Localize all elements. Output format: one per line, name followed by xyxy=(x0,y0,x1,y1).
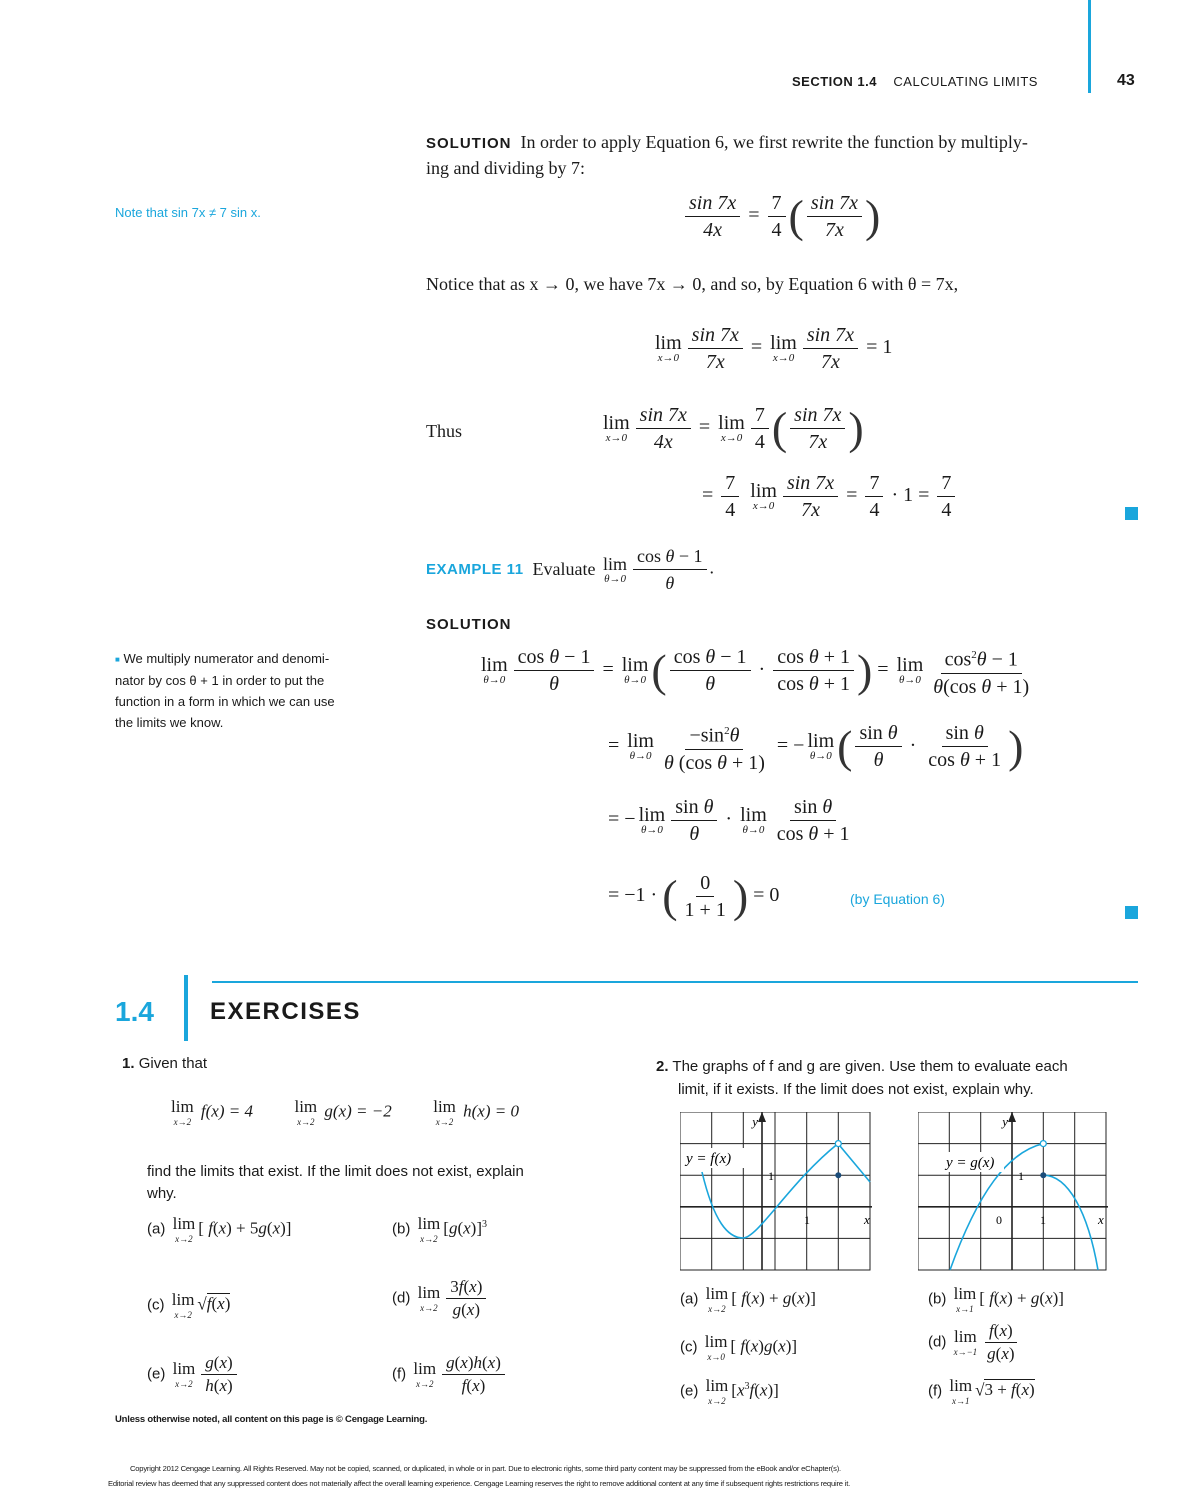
graph-f-y-label: y xyxy=(752,1114,758,1129)
ex2-e-label: (e) xyxy=(680,1382,699,1400)
ex2-line-1: The graphs of f and g are given. Use them to evaluate each xyxy=(672,1058,1068,1075)
ex2-text xyxy=(656,1055,1068,1101)
ex2-f-label: (f) xyxy=(928,1382,943,1400)
content-notice: Unless otherwise noted, all content on this page is © Cengage Learning. xyxy=(115,1414,428,1425)
graph-g xyxy=(918,1112,1110,1277)
note-line-3: function in a form in which we can use xyxy=(115,694,335,710)
ex1-a-label: (a) xyxy=(147,1220,166,1238)
solution1-line-a: In order to apply Equation 6, we first rewrite the function by multiply- xyxy=(520,132,1028,152)
ex2-line-2: limit, if it exists. If the limit does not exist, explain why. xyxy=(678,1081,1034,1098)
ex1-part-e: (e) lim x→2 $\frac{g(x)}{h(x)}$ xyxy=(147,1352,240,1397)
running-header xyxy=(792,74,1038,89)
given-g: g(x) = −2 xyxy=(324,1101,392,1121)
graph-g-open-dot xyxy=(1040,1141,1046,1147)
ex1-b-label: (b) xyxy=(392,1220,411,1238)
graph-g-y-label: y xyxy=(1002,1114,1008,1129)
ex2-b-label: (b) xyxy=(928,1290,947,1308)
section-label: SECTION 1.4 xyxy=(792,74,877,89)
ex1-part-c: (c) lim x→2 √f(x) xyxy=(147,1290,231,1320)
margin-note-sin: Note that sin 7x ≠ 7 sin x. xyxy=(115,205,261,220)
ex1-part-a: (a) lim x→2 [ f(x) + 5g(x)] xyxy=(147,1214,292,1244)
graph-f-x-label: x xyxy=(864,1212,870,1227)
ex2-part-e: (e) lim x→2 $[x^3f(x)]$ xyxy=(680,1376,779,1406)
given-f: f(x) = 4 xyxy=(200,1101,253,1121)
graph-g-curve-right xyxy=(1043,1175,1098,1270)
thus-label: Thus xyxy=(426,421,462,441)
header-rule xyxy=(1088,0,1091,93)
ex1-number: 1. xyxy=(122,1055,135,1072)
exercises-title: EXERCISES xyxy=(210,998,361,1025)
copyright-line-2: Editorial review has deemed that any suppressed content does not materially affect the overall learning experience. Cengage Learning reserves the right to remove additional content at any time if subsequent rights restrictions require it. xyxy=(108,1479,851,1488)
equation-rewrite: $\frac{\sin 7x}{4x}$ = $\frac{7}{4}$ ( $\frac{\sin 7x}{7x}$ ) xyxy=(682,190,880,243)
page-number: 43 xyxy=(1117,72,1135,89)
example11-label: EXAMPLE 11 xyxy=(426,561,524,578)
graph-f xyxy=(680,1112,872,1277)
notice-text: Notice that as x → 0, we have 7x → 0, and so, by Equation 6 with θ = 7x, xyxy=(426,274,959,294)
note-line-2: nator by cos θ + 1 in order to put the xyxy=(115,673,325,689)
graph-f-closed-dot xyxy=(835,1172,841,1178)
ex2-part-c: (c) lim x→0 [ f(x)g(x)] xyxy=(680,1332,798,1362)
ex1-instruction-line-2: why. xyxy=(147,1185,177,1202)
equation-ex11-2: = lim θ→0 $\frac{-\sin^2\theta}{\text{θ (cos θ + 1)}}$ = − lim θ→0 ( $\frac{\text{sin θ}}{\theta}$ · $\frac{\text{sin θ}}{\text{cos θ + 1}}$ ) xyxy=(608,718,1023,776)
ex1-part-b: (b) lim x→2 $[g(x)]^3$ xyxy=(392,1214,487,1244)
end-of-solution-mark xyxy=(1125,507,1138,520)
graph-g-svg xyxy=(918,1112,1110,1272)
graph-g-x-tick: 1 xyxy=(1040,1213,1046,1227)
section-title: CALCULATING LIMITS xyxy=(893,74,1038,89)
by-equation-note: (by Equation 6) xyxy=(850,891,945,907)
equation-thus-1: lim x→0 $\frac{\sin 7x}{4x}$ = lim x→0 $\frac{7}{4}$ ( $\frac{\sin 7x}{7x}$ ) xyxy=(603,402,864,454)
equation-ex11-4: = −1 · ( $\frac{0}{1 + 1}$ ) = 0 xyxy=(608,870,780,922)
graph-f-y-tick: 1 xyxy=(768,1169,774,1183)
copyright-line-1: Copyright 2012 Cengage Learning. All Rights Reserved. May not be copied, scanned, or duplicated, in whole or in part. Due to electronic rights, some third party content may be suppressed from the eBook and/or eChapter(s). xyxy=(130,1464,841,1473)
exercises-divider xyxy=(184,975,188,1041)
graph-f-open-dot xyxy=(835,1141,841,1147)
solution1-text xyxy=(426,130,1146,180)
end-of-example-mark xyxy=(1125,906,1138,919)
graph-f-label: y = f(x) xyxy=(686,1151,732,1167)
ex1-d-label: (d) xyxy=(392,1289,411,1307)
graph-g-label: y = g(x) xyxy=(946,1155,995,1171)
note-bullet: ■ xyxy=(115,655,120,665)
given-h: h(x) = 0 xyxy=(463,1101,519,1121)
ex2-part-b: (b) lim x→1 [ f(x) + g(x)] xyxy=(928,1284,1064,1314)
graph-f-x-tick: 1 xyxy=(804,1213,810,1227)
equation-ex11-3: = − lim θ→0 $\frac{\text{sin θ}}{\theta}$ · lim θ→0 $\frac{\text{sin θ}}{\text{cos θ + 1}}$ xyxy=(608,796,850,845)
ex1-f-label: (f) xyxy=(392,1365,407,1383)
solution-label: SOLUTION xyxy=(426,135,512,152)
equation-thus-2: = $\frac{7}{4}$ lim x→0 $\frac{\sin 7x}{7x}$ = $\frac{7}{4}$ · 1 = $\frac{7}{4}$ xyxy=(702,470,958,523)
ex2-d-label: (d) xyxy=(928,1333,947,1351)
equation-limit-7x: lim x→0 $\frac{\sin 7x}{7x}$ = lim x→0 $\frac{\sin 7x}{7x}$ = 1 xyxy=(655,324,893,373)
solution2-label: SOLUTION xyxy=(426,616,512,633)
ex1-instruction xyxy=(147,1161,524,1205)
ex1-part-d: (d) lim x→2 $\frac{3f(x)}{g(x)}$ xyxy=(392,1276,489,1321)
margin-note-multiply xyxy=(115,648,405,733)
graph-g-y-tick: 1 xyxy=(1018,1169,1024,1183)
note-line-4: the limits we know. xyxy=(115,715,224,731)
ex2-number: 2. xyxy=(656,1058,669,1075)
ex2-part-f: (f) lim x→1 √3 + f(x) xyxy=(928,1376,1035,1406)
ex1-instruction-line-1: find the limits that exist. If the limit does not exist, explain xyxy=(147,1163,524,1180)
example11-line: EXAMPLE 11 Evaluate lim θ→0 $\frac{\text{cos θ − 1}}{\theta}$ . xyxy=(426,543,714,596)
graph-g-closed-dot xyxy=(1040,1172,1046,1178)
solution1-line-b: ing and dividing by 7: xyxy=(426,158,585,178)
equation-ex11-1: lim θ→0 $\frac{\text{cos θ − 1}}{\theta}$ = lim θ→0 ( $\frac{\text{cos θ − 1}}{\theta}$ · $\frac{\text{cos θ + 1}}{\text{cos θ + 1}}$ ) = lim θ→0 $\frac{\cos^2\theta - 1}{\text{θ(cos θ + 1)}}$ xyxy=(478,642,1036,700)
exercises-top-rule xyxy=(212,981,1138,983)
ex1-given: lim x→2 f(x) = 4 lim x→2 g(x) = −2 lim x→2 h(x) = 0 xyxy=(171,1097,519,1127)
ex2-c-label: (c) xyxy=(680,1338,698,1356)
ex1-intro-text: Given that xyxy=(138,1055,208,1072)
graph-g-origin: 0 xyxy=(996,1213,1002,1227)
example11-text: Evaluate xyxy=(532,559,596,579)
ex1-c-label: (c) xyxy=(147,1296,165,1314)
note-line-1: We multiply numerator and denomi- xyxy=(123,651,330,666)
ex1-e-label: (e) xyxy=(147,1365,166,1383)
graph-g-x-label: x xyxy=(1098,1212,1104,1227)
ex1-part-f: (f) lim x→2 $\frac{g(x)h(x)}{f(x)}$ xyxy=(392,1352,508,1397)
ex2-part-d: (d) lim x→−1 $\frac{f(x)}{g(x)}$ xyxy=(928,1320,1022,1365)
exercises-number: 1.4 xyxy=(115,996,154,1027)
ex2-a-label: (a) xyxy=(680,1290,699,1308)
graph-f-svg xyxy=(680,1112,872,1272)
ex2-part-a: (a) lim x→2 [ f(x) + g(x)] xyxy=(680,1284,816,1314)
ex1-intro xyxy=(122,1055,207,1072)
